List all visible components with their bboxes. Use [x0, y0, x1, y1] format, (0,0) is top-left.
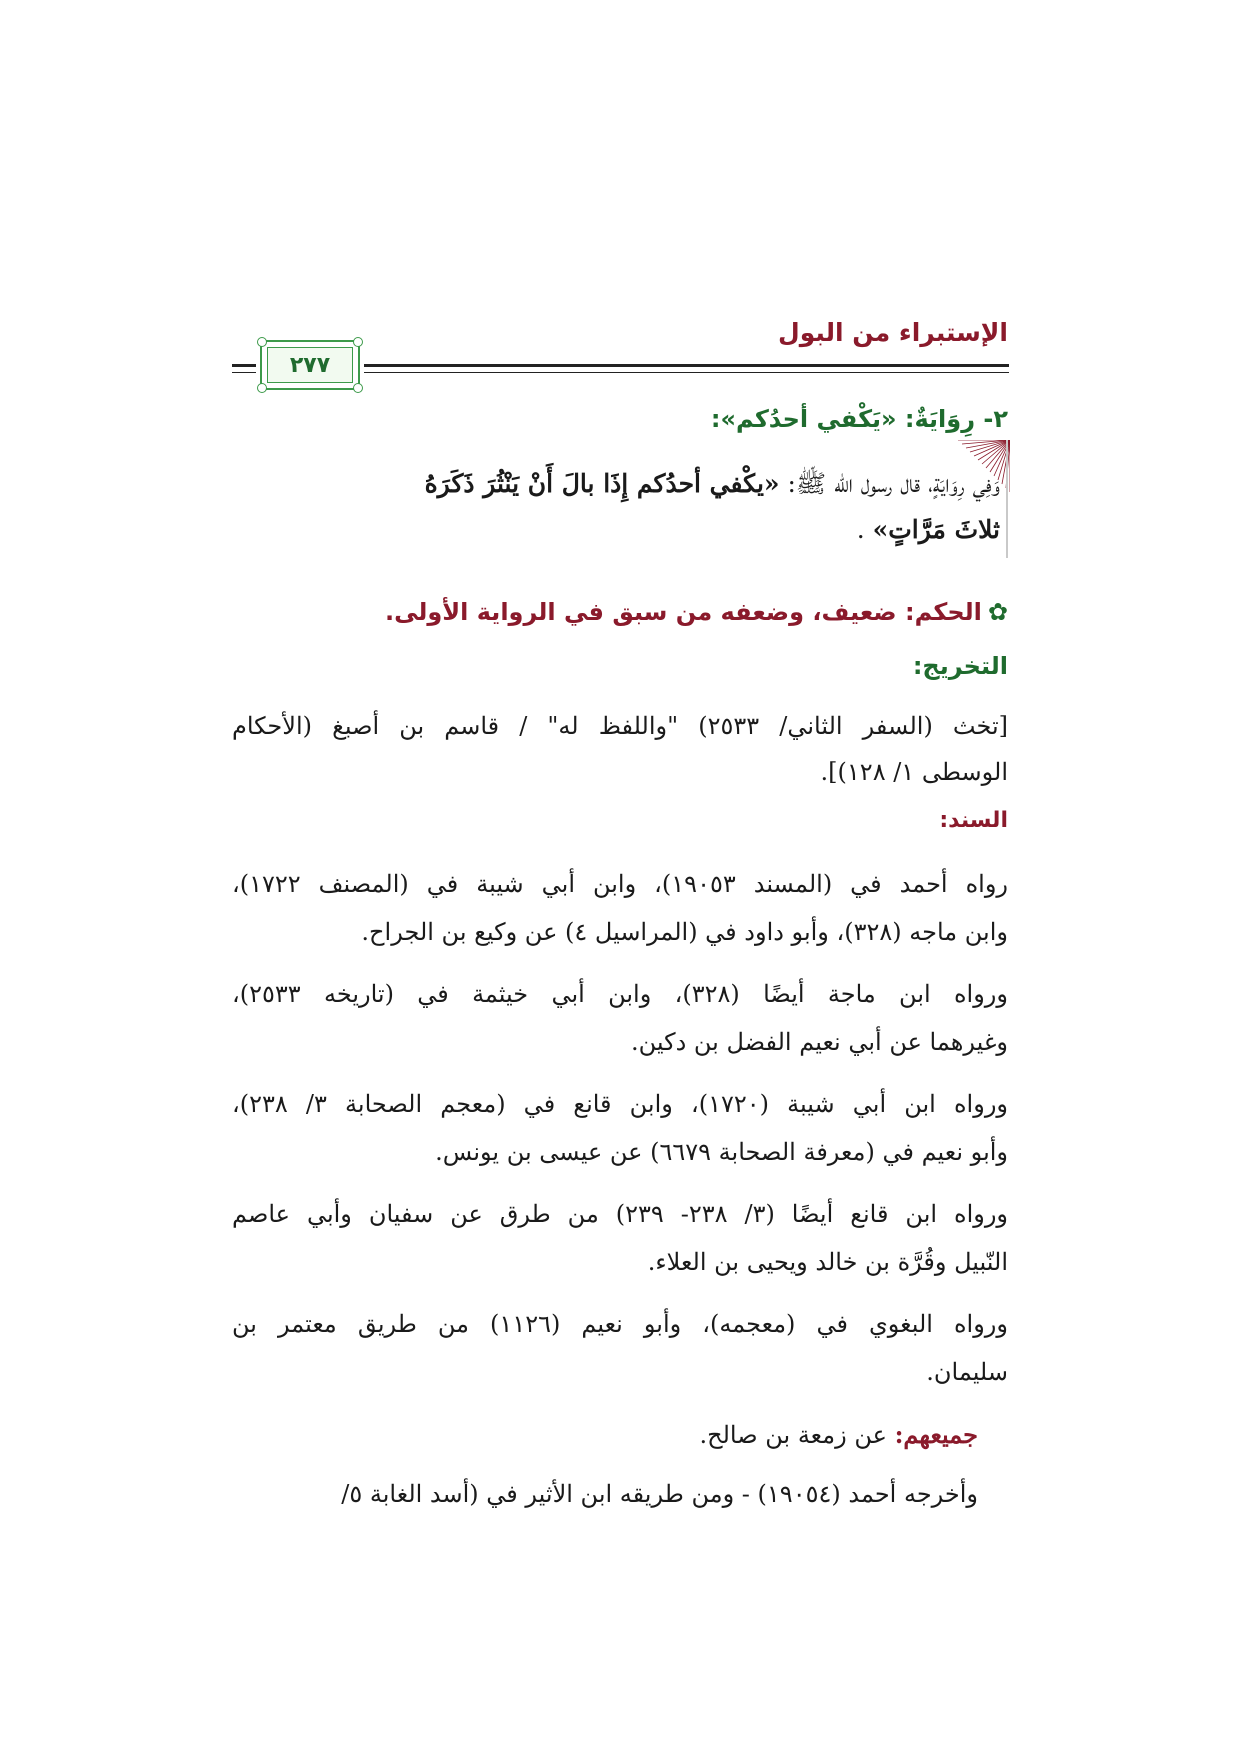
takhrij-line-1: [تخث (السفر الثاني/ ٢٥٣٣) "واللفظ له" / قاسم بن أصبغ (الأحكام	[232, 712, 1008, 740]
ruling-line	[385, 598, 1008, 626]
ornament-icon	[257, 337, 267, 347]
ornament-icon	[257, 383, 267, 393]
header-rule	[364, 364, 1009, 367]
sanad-p2-line-2: وغيرهما عن أبي نعيم الفضل بن دكين.	[631, 1028, 1008, 1056]
sanad-p1-line-1: رواه أحمد في (المسند ١٩٠٥٣)، وابن أبي شيبة في (المصنف ١٧٢٢)،	[232, 870, 1008, 898]
ornament-icon	[353, 337, 363, 347]
page-number-frame	[260, 340, 360, 390]
sanad-p5-line-1: ورواه البغوي في (معجمه)، وأبو نعيم (١١٢٦) من طريق معتمر بن	[232, 1310, 1008, 1338]
sanad-all-text: عن زمعة بن صالح.	[699, 1421, 895, 1449]
narration-line-2	[857, 515, 1000, 544]
sanad-p4-line-2: النّبيل وقُرَّة بن خالد ويحيى بن العلاء.	[647, 1248, 1008, 1276]
running-title: الإستبراء من البول	[778, 318, 1008, 347]
takhrij-line-2: الوسطى ١/ ١٢٨)].	[820, 758, 1008, 786]
ruling-text: ضعيف، وضعفه من سبق في الرواية الأولى.	[384, 598, 905, 626]
ornament-icon	[353, 383, 363, 393]
narration-quote: «يكْفي أحدُكم إِذَا بالَ أَنْ يَنْثُرَ ذَكَرَهُ	[424, 469, 780, 498]
sanad-all-label: جميعهم:	[894, 1420, 978, 1449]
narration-end: .	[856, 515, 873, 544]
header-rule	[232, 364, 256, 367]
header-rule	[364, 372, 1009, 373]
sanad-last-line: وأخرجه أحمد (١٩٠٥٤) - ومن طريقه ابن الأثير في (أسد الغابة ٥/	[341, 1480, 978, 1508]
flower-icon: ✿	[987, 598, 1008, 626]
sanad-p5-line-2: سليمان.	[926, 1358, 1008, 1386]
page-number: ٢٧٧	[267, 347, 353, 383]
narration-line-1	[425, 468, 1000, 505]
sanad-p3-line-1: ورواه ابن أبي شيبة (١٧٢٠)، وابن قانع في (معجم الصحابة ٣/ ٢٣٨)،	[232, 1090, 1008, 1118]
ruling-label: الحكم:	[904, 598, 982, 626]
sanad-p4-line-1: ورواه ابن قانع أيضًا (٣/ ٢٣٨- ٢٣٩) من طرق عن سفيان وأبي عاصم	[232, 1200, 1009, 1228]
takhrij-heading: التخريج:	[912, 652, 1008, 680]
sanad-heading: السند:	[939, 808, 1008, 833]
narration-intro: وَفِي رِوَايَةٍ، قال رسول الله ﷺ:	[779, 469, 1000, 498]
section-heading: ٢- رِوَايَةٌ: «يَكْفي أحدُكم»:	[710, 405, 1008, 433]
sanad-p1-line-2: وابن ماجه (٣٢٨)، وأبو داود في (المراسيل ٤) عن وكيع بن الجراح.	[361, 918, 1008, 946]
sanad-p3-line-2: وأبو نعيم في (معرفة الصحابة ٦٦٧٩) عن عيسى بن يونس.	[435, 1138, 1008, 1166]
header-rule	[232, 372, 256, 373]
quote-bar	[1006, 440, 1008, 558]
sanad-all-line	[699, 1420, 978, 1449]
sanad-p2-line-1: ورواه ابن ماجة أيضًا (٣٢٨)، وابن أبي خيثمة في (تاريخه ٢٥٣٣)،	[232, 980, 1008, 1008]
narration-quote-end: ثلاثَ مَرَّاتٍ»	[872, 515, 1000, 544]
